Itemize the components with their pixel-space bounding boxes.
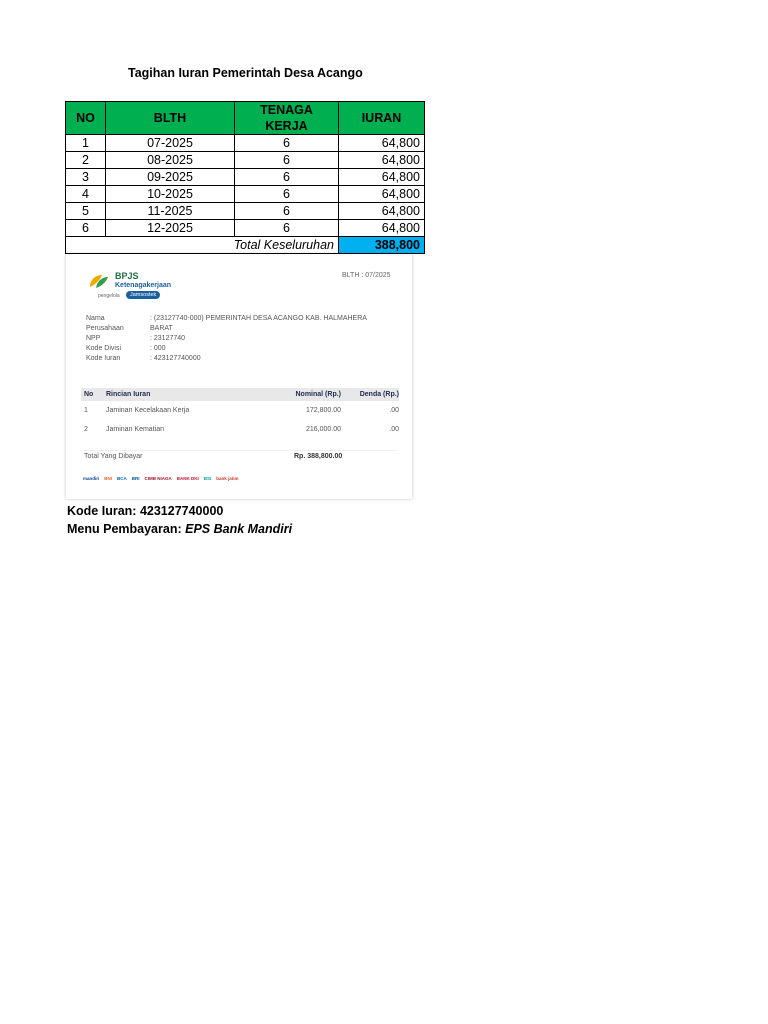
cell-blth: 09-2025	[106, 169, 235, 186]
cell-tenaga-kerja: 6	[235, 152, 339, 169]
info-row	[86, 334, 367, 344]
bpjs-leaf-icon	[88, 273, 110, 289]
info-label: Kode Divisi	[86, 345, 122, 352]
table-row	[66, 135, 425, 152]
receipt-row	[81, 401, 399, 420]
info-value: : 000	[150, 345, 166, 352]
receipt-cell-denda: .00	[389, 407, 399, 414]
header-blth: BLTH	[106, 102, 235, 135]
total-label: Total Keseluruhan	[106, 237, 339, 254]
cell-no: 4	[66, 186, 106, 203]
table-row	[66, 186, 425, 203]
cell-no: 1	[66, 135, 106, 152]
cell-iuran: 64,800	[339, 169, 425, 186]
cell-blth: 07-2025	[106, 135, 235, 152]
page-title: Tagihan Iuran Pemerintah Desa Acango	[128, 66, 363, 80]
logo-badge: Jamsostek	[126, 291, 160, 299]
cell-blth: 10-2025	[106, 186, 235, 203]
bank-logo-jatim: bank jatim	[216, 476, 239, 481]
cell-tenaga-kerja: 6	[235, 186, 339, 203]
receipt-cell-no: 1	[84, 407, 88, 414]
info-row	[86, 354, 367, 364]
info-value: : (23127740-000) PEMERINTAH DESA ACANGO KAB. HALMAHERA	[150, 315, 367, 322]
menu-pembayaran-line	[67, 522, 292, 536]
receipt-header-denda: Denda (Rp.)	[359, 391, 399, 398]
cell-no: 2	[66, 152, 106, 169]
cell-no: 5	[66, 203, 106, 220]
header-no: NO	[66, 102, 106, 135]
cell-tenaga-kerja: 6	[235, 220, 339, 237]
receipt-header-nominal: Nominal (Rp.)	[295, 391, 341, 398]
receipt-blth: BLTH : 07/2025	[342, 272, 391, 279]
info-row	[86, 344, 367, 354]
menu-pembayaran-value: EPS Bank Mandiri	[185, 522, 293, 536]
info-value: : 23127740	[150, 335, 186, 342]
receipt-total-label: Total Yang Dibayar	[84, 453, 143, 460]
bank-logo-bri: BRI	[131, 476, 140, 481]
table-row	[66, 203, 425, 220]
bank-logos	[83, 476, 239, 481]
cell-iuran: 64,800	[339, 135, 425, 152]
kode-iuran-label: Kode Iuran:	[67, 504, 137, 518]
total-row	[66, 237, 425, 254]
total-value: 388,800	[339, 237, 425, 254]
receipt-cell-rincian: Jaminan Kecelakaan Kerja	[106, 407, 190, 414]
receipt-cell-rincian: Jaminan Kematian	[106, 426, 164, 433]
payment-receipt-image	[66, 254, 412, 499]
cell-blth: 08-2025	[106, 152, 235, 169]
info-value: BARAT	[150, 325, 173, 332]
receipt-cell-no: 2	[84, 426, 88, 433]
menu-pembayaran-label: Menu Pembayaran:	[67, 522, 182, 536]
receipt-header-rincian: Rincian Iuran	[106, 391, 151, 398]
receipt-total	[84, 450, 396, 460]
bpjs-logo	[88, 271, 178, 301]
table-row	[66, 169, 425, 186]
bank-logo-bsi: BSI	[203, 476, 212, 481]
info-label: Nama	[86, 315, 105, 322]
receipt-cell-denda: .00	[389, 426, 399, 433]
cell-iuran: 64,800	[339, 186, 425, 203]
bank-logo-dki: BANK DKI	[176, 476, 199, 481]
cell-iuran: 64,800	[339, 203, 425, 220]
bank-logo-bni: BNI	[104, 476, 113, 481]
table-header-row	[66, 102, 425, 135]
cell-tenaga-kerja: 6	[235, 203, 339, 220]
bank-logo-bca: BCA	[117, 476, 127, 481]
table-row	[66, 152, 425, 169]
info-row	[86, 314, 367, 324]
tagihan-table	[65, 101, 425, 254]
cell-tenaga-kerja: 6	[235, 135, 339, 152]
bank-logo-mandiri: mandiri	[83, 476, 100, 481]
info-label: NPP	[86, 335, 101, 342]
info-value: : 423127740000	[150, 355, 201, 362]
receipt-row	[81, 420, 399, 439]
header-tenaga-kerja: TENAGA KERJA	[235, 102, 339, 135]
bank-logo-cimb: CIMB NIAGA	[144, 476, 172, 481]
header-iuran: IURAN	[339, 102, 425, 135]
cell-tenaga-kerja: 6	[235, 169, 339, 186]
logo-tagline: pengelola	[98, 293, 120, 299]
receipt-total-value: Rp. 388,800.00	[294, 453, 343, 460]
info-row	[86, 324, 367, 334]
receipt-header-no: No	[84, 391, 94, 398]
cell-blth: 11-2025	[106, 203, 235, 220]
receipt-cell-nominal: 172,800.00	[305, 407, 341, 414]
kode-iuran-line	[67, 504, 223, 518]
cell-iuran: 64,800	[339, 152, 425, 169]
receipt-cell-nominal: 216,000.00	[305, 426, 341, 433]
total-blank-cell	[66, 237, 106, 254]
logo-subtitle: Ketenagakerjaan	[115, 282, 172, 289]
logo-text: BPJS	[115, 271, 139, 281]
cell-iuran: 64,800	[339, 220, 425, 237]
cell-blth: 12-2025	[106, 220, 235, 237]
cell-no: 3	[66, 169, 106, 186]
receipt-table	[81, 388, 399, 439]
receipt-table-header	[81, 388, 399, 401]
cell-no: 6	[66, 220, 106, 237]
receipt-info	[86, 314, 367, 364]
info-label: Kode Iuran	[86, 355, 121, 362]
kode-iuran-value: 423127740000	[139, 504, 224, 518]
table-row	[66, 220, 425, 237]
info-label: Perusahaan	[86, 325, 124, 332]
